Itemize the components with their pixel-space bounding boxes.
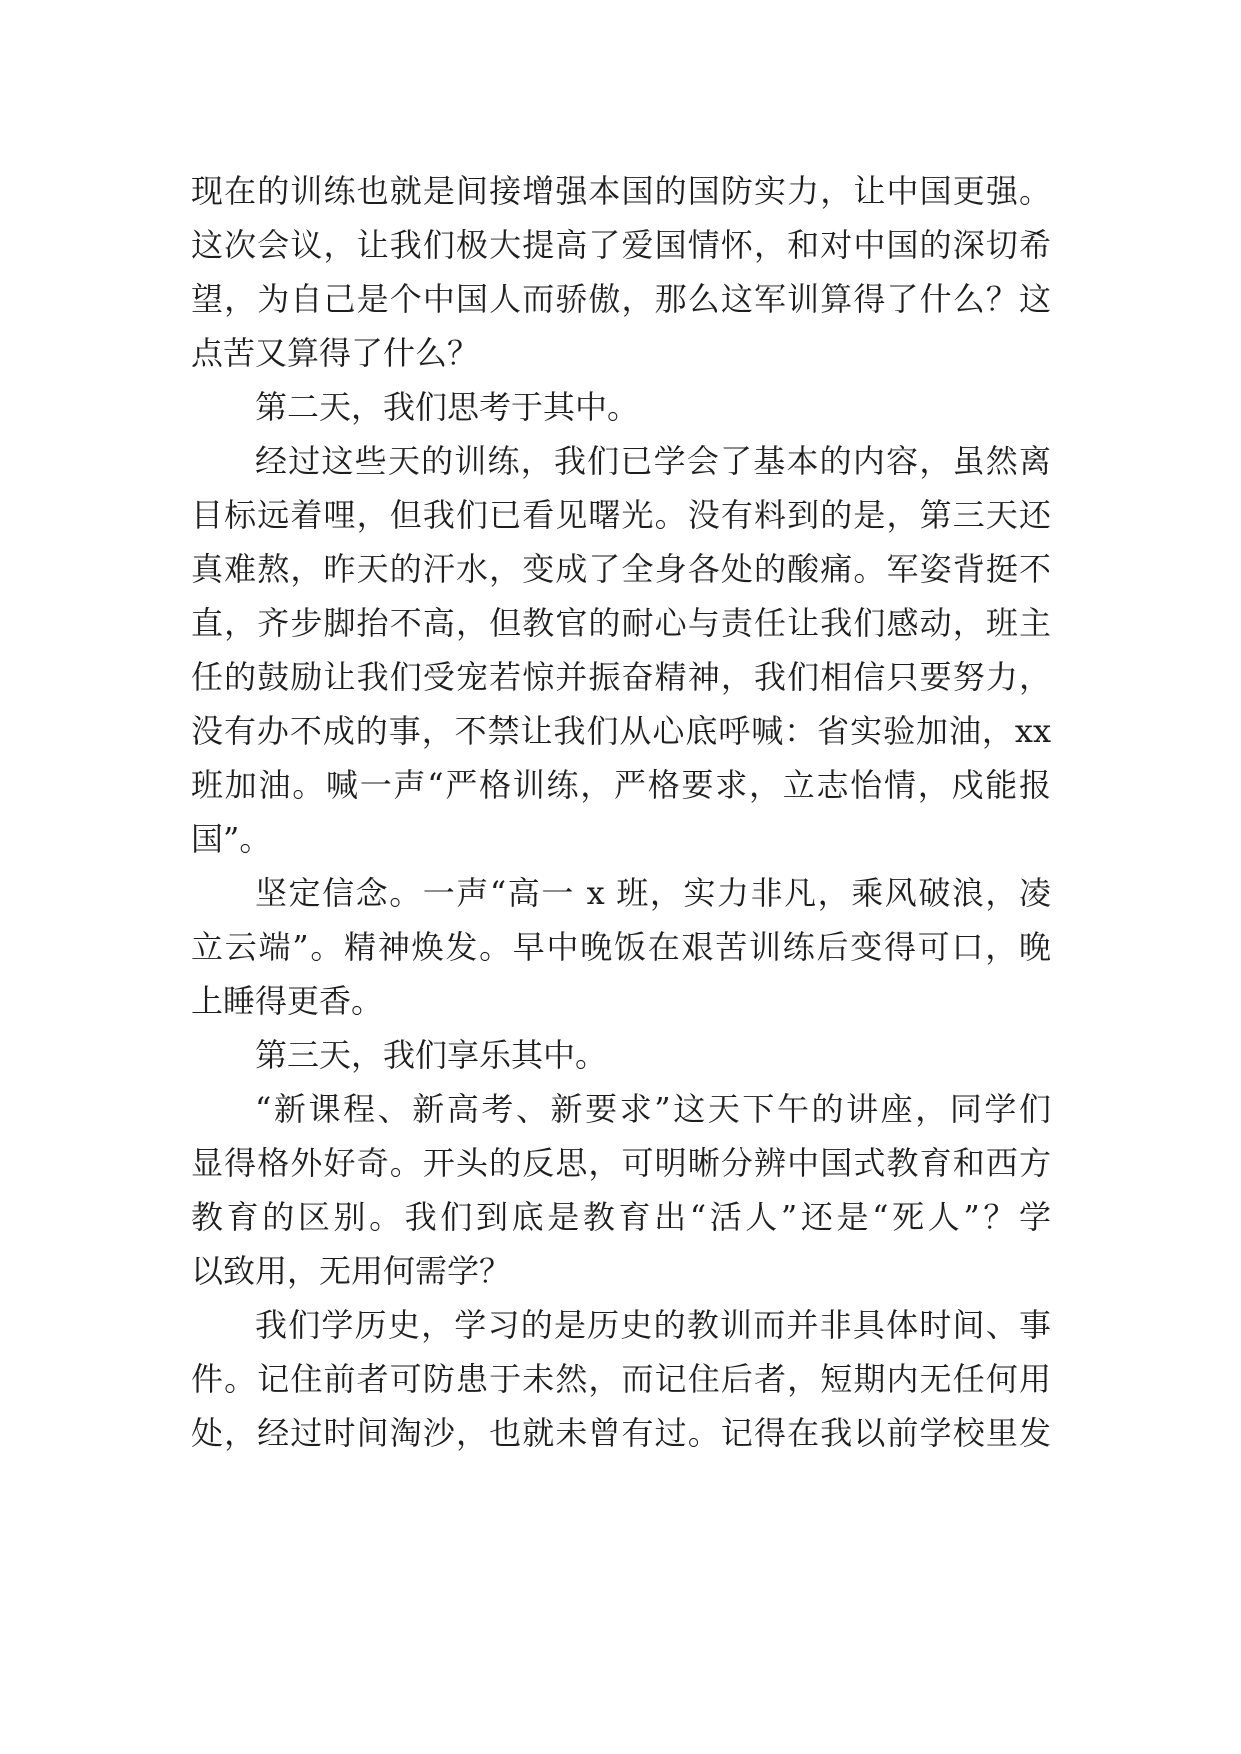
text-line: 这次会议，让我们极大提高了爱国情怀，和对中国的深切希 bbox=[191, 226, 1051, 264]
body-text bbox=[191, 164, 1051, 1460]
text-line: 直，齐步脚抬不高，但教官的耐心与责任让我们感动，班主 bbox=[191, 604, 1051, 642]
text-line: 上睡得更香。 bbox=[191, 982, 384, 1020]
text-line: 处，经过时间淘沙，也就未曾有过。记得在我以前学校里发 bbox=[191, 1414, 1051, 1452]
text-line: 经过这些天的训练，我们已学会了基本的内容，虽然离 bbox=[255, 442, 1051, 480]
text-line: 以致用，无用何需学？ bbox=[191, 1252, 512, 1290]
text-line: 没有办不成的事，不禁让我们从心底呼喊：省实验加油，xx bbox=[191, 712, 1051, 750]
text-line: 望，为自己是个中国人而骄傲，那么这军训算得了什么？这 bbox=[191, 280, 1051, 318]
text-line: 件。记住前者可防患于未然，而记住后者，短期内无任何用 bbox=[191, 1360, 1051, 1398]
text-line: 真难熬，昨天的汗水，变成了全身各处的酸痛。军姿背挺不 bbox=[191, 550, 1051, 588]
text-line: 国”。 bbox=[191, 820, 272, 858]
text-line: 点苦又算得了什么？ bbox=[191, 334, 480, 372]
section-heading: 第二天，我们思考于其中。 bbox=[255, 388, 640, 426]
text-line: 目标远着哩，但我们已看见曙光。没有料到的是，第三天还 bbox=[191, 496, 1051, 534]
text-line: 坚定信念。一声“高一 x 班，实力非凡，乘风破浪，凌 bbox=[255, 874, 1051, 912]
text-line: 教育的区别。我们到底是教育出“活人”还是“死人”？学 bbox=[191, 1198, 1051, 1236]
text-line: 我们学历史，学习的是历史的教训而并非具体时间、事 bbox=[255, 1306, 1051, 1344]
text-line: 显得格外好奇。开头的反思，可明晰分辨中国式教育和西方 bbox=[191, 1144, 1051, 1182]
text-line: 现在的训练也就是间接增强本国的国防实力，让中国更强。 bbox=[191, 172, 1051, 210]
section-heading: 第三天，我们享乐其中。 bbox=[255, 1036, 608, 1074]
text-line: 班加油。喊一声“严格训练，严格要求，立志怡情，戍能报 bbox=[191, 766, 1051, 804]
text-line: 立云端”。精神焕发。早中晚饭在艰苦训练后变得可口，晚 bbox=[191, 928, 1051, 966]
text-line: 任的鼓励让我们受宠若惊并振奋精神，我们相信只要努力， bbox=[191, 658, 1051, 696]
text-line: “新课程、新高考、新要求”这天下午的讲座，同学们 bbox=[255, 1090, 1051, 1128]
